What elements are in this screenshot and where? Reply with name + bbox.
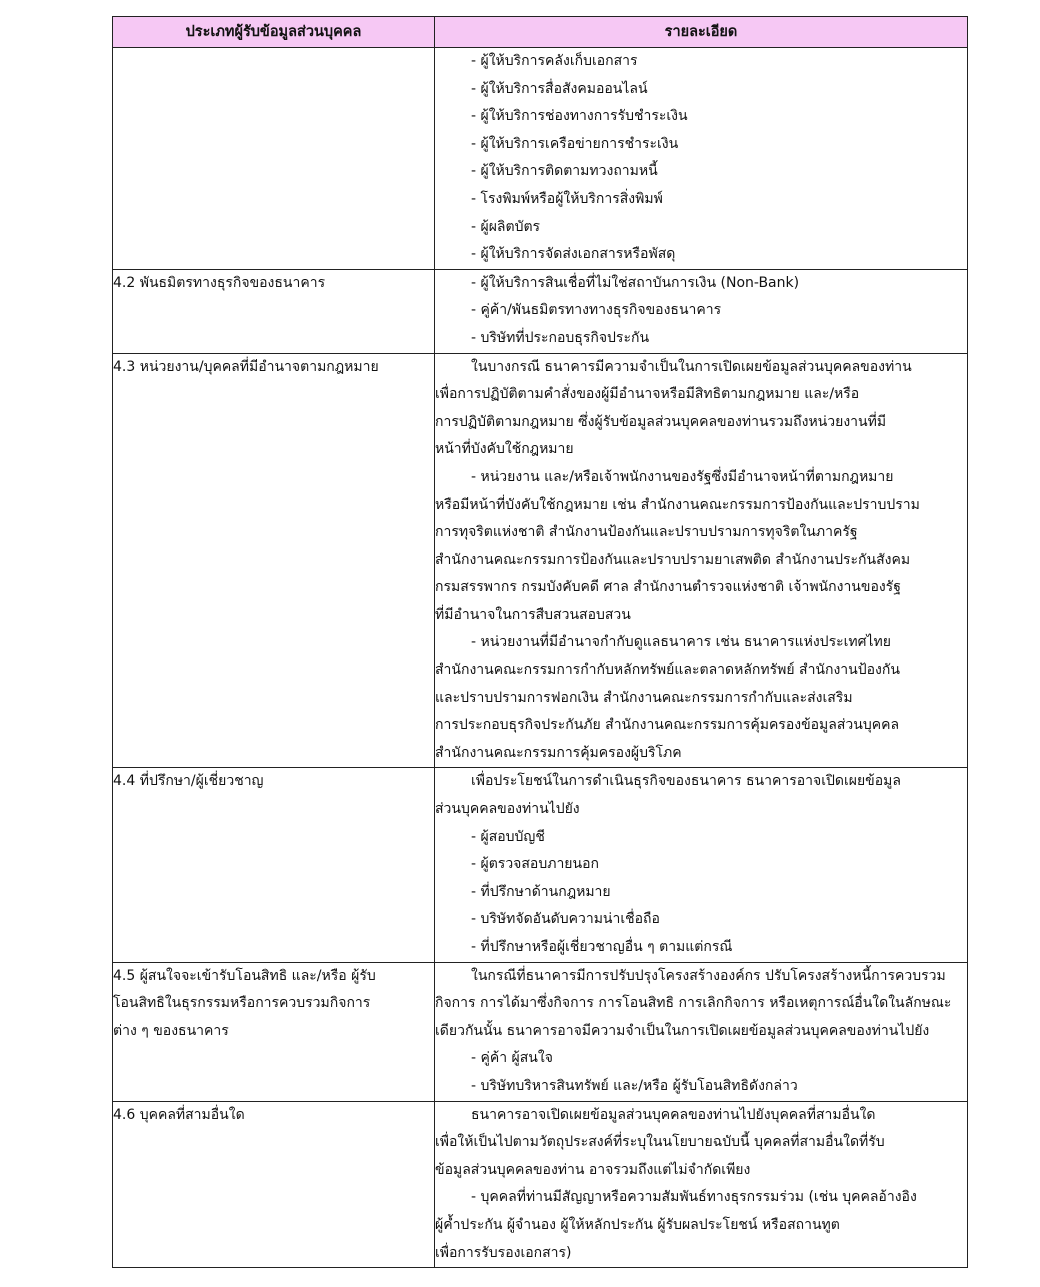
category-label: 4.5 ผู้สนใจจะเข้ารับโอนสิทธิ และ/หรือ ผู้รับ — [113, 967, 376, 984]
recipient-category-cell — [113, 768, 435, 962]
detail-cell — [435, 353, 968, 768]
detail-bullet-item: - บุคคลที่ท่านมีสัญญาหรือความสัมพันธ์ทางธุรกรรมร่วม (เช่น บุคคลอ้างอิง — [471, 1189, 917, 1206]
detail-bullet-item: - โรงพิมพ์หรือผู้ให้บริการสิ่งพิมพ์ — [471, 190, 663, 207]
header-details: รายละเอียด — [435, 17, 968, 48]
detail-bullet-item: - ผู้ให้บริการติดตามทวงถามหนี้ — [471, 163, 658, 180]
detail-bullet-item: - หน่วยงานที่มีอำนาจกำกับดูแลธนาคาร เช่น ธนาคารแห่งประเทศไทย — [471, 634, 891, 651]
detail-text-line: สำนักงานคณะกรรมการกำกับหลักทรัพย์และตลาดหลักทรัพย์ สำนักงานป้องกัน — [435, 662, 900, 679]
detail-paragraph: ในบางกรณี ธนาคารมีความจำเป็นในการเปิดเผยข้อมูลส่วนบุคคลของท่าน — [471, 358, 912, 375]
detail-paragraph: ธนาคารอาจเปิดเผยข้อมูลส่วนบุคคลของท่านไปยังบุคคลที่สามอื่นใด — [471, 1106, 876, 1123]
table-row — [113, 768, 968, 962]
detail-text-line: เพื่อการรับรองเอกสาร) — [435, 1244, 572, 1261]
detail-bullet-item: - ที่ปรึกษาด้านกฎหมาย — [471, 883, 611, 900]
detail-text-line: กรมสรรพากร กรมบังคับคดี ศาล สำนักงานตำรวจแห่งชาติ เจ้าพนักงานของรัฐ — [435, 579, 901, 596]
detail-text-line: การทุจริตแห่งชาติ สำนักงานป้องกันและปราบปรามการทุจริตในภาครัฐ — [435, 524, 858, 541]
detail-bullet-item: - คู่ค้า/พันธมิตรทางทางธุรกิจของธนาคาร — [471, 302, 722, 319]
detail-bullet-item: - บริษัทจัดอันดับความน่าเชื่อถือ — [471, 911, 660, 928]
recipient-table — [112, 16, 968, 1268]
category-label: 4.3 หน่วยงาน/บุคคลที่มีอำนาจตามกฎหมาย — [113, 358, 379, 375]
detail-bullet-item: - บริษัทที่ประกอบธุรกิจประกัน — [471, 329, 650, 346]
table-row — [113, 962, 968, 1101]
detail-cell — [435, 48, 968, 270]
detail-bullet-item: - คู่ค้า ผู้สนใจ — [471, 1050, 553, 1067]
detail-text-line: และปราบปรามการฟอกเงิน สำนักงานคณะกรรมการกำกับและส่งเสริม — [435, 689, 853, 706]
category-label: 4.4 ที่ปรึกษา/ผู้เชี่ยวชาญ — [113, 773, 264, 790]
detail-cell — [435, 962, 968, 1101]
detail-cell — [435, 768, 968, 962]
table-row — [113, 269, 968, 353]
detail-bullet-item: - หน่วยงาน และ/หรือเจ้าพนักงานของรัฐซึ่งมีอำนาจหน้าที่ตามกฎหมาย — [471, 468, 894, 485]
category-label: 4.2 พันธมิตรทางธุรกิจของธนาคาร — [113, 274, 326, 291]
detail-bullet-item: - ผู้ให้บริการจัดส่งเอกสารหรือพัสดุ — [471, 246, 676, 263]
table-row — [113, 1101, 968, 1268]
recipient-category-cell — [113, 962, 435, 1101]
detail-text-line: การปฏิบัติตามกฎหมาย ซึ่งผู้รับข้อมูลส่วนบุคคลของท่านรวมถึงหน่วยงานที่มี — [435, 413, 887, 430]
detail-bullet-item: - ผู้ให้บริการสื่อสังคมออนไลน์ — [471, 80, 648, 97]
detail-bullet-item: - ผู้ให้บริการเครือข่ายการชำระเงิน — [471, 135, 679, 152]
table-header-row — [113, 17, 968, 48]
detail-bullet-item: - ผู้ผลิตบัตร — [471, 218, 541, 235]
detail-cell — [435, 1101, 968, 1268]
category-label: 4.6 บุคคลที่สามอื่นใด — [113, 1106, 245, 1123]
detail-text-line: ที่มีอำนาจในการสืบสวนสอบสวน — [435, 606, 631, 623]
detail-paragraph: ในกรณีที่ธนาคารมีการปรับปรุงโครงสร้างองค์กร ปรับโครงสร้างหนี้การควบรวม — [471, 967, 946, 984]
detail-bullet-item: - ผู้ให้บริการช่องทางการรับชำระเงิน — [471, 108, 688, 125]
detail-bullet-item: - ผู้สอบบัญชี — [471, 828, 545, 845]
recipient-category-cell — [113, 48, 435, 270]
detail-cell — [435, 269, 968, 353]
header-recipient-type: ประเภทผู้รับข้อมูลส่วนบุคคล — [113, 17, 435, 48]
detail-text-line: เดียวกันนั้น ธนาคารอาจมีความจำเป็นในการเปิดเผยข้อมูลส่วนบุคคลของท่านไปยัง — [435, 1022, 930, 1039]
detail-text-line: ผู้ค้ำประกัน ผู้จำนอง ผู้ให้หลักประกัน ผู้รับผลประโยชน์ หรือสถานทูต — [435, 1216, 840, 1233]
table-row — [113, 353, 968, 768]
detail-paragraph: เพื่อประโยชน์ในการดำเนินธุรกิจของธนาคาร ธนาคารอาจเปิดเผยข้อมูล — [471, 773, 901, 790]
table-body — [113, 48, 968, 1268]
category-label: โอนสิทธิในธุรกรรมหรือการควบรวมกิจการ — [113, 995, 371, 1012]
detail-text-line: เพื่อให้เป็นไปตามวัตถุประสงค์ที่ระบุในนโยบายฉบับนี้ บุคคลที่สามอื่นใดที่รับ — [435, 1134, 885, 1151]
category-label: ต่าง ๆ ของธนาคาร — [113, 1022, 229, 1039]
detail-text-line: การประกอบธุรกิจประกันภัย สำนักงานคณะกรรมการคุ้มครองข้อมูลส่วนบุคคล — [435, 717, 900, 734]
detail-text-line: ข้อมูลส่วนบุคคลของท่าน อาจรวมถึงแต่ไม่จำกัดเพียง — [435, 1161, 751, 1178]
detail-text-line: สำนักงานคณะกรรมการคุ้มครองผู้บริโภค — [435, 744, 682, 761]
detail-text-line: กิจการ การได้มาซึ่งกิจการ การโอนสิทธิ การเลิกกิจการ หรือเหตุการณ์อื่นใดในลักษณะ — [435, 995, 952, 1012]
detail-bullet-item: - ผู้ให้บริการสินเชื่อที่ไม่ใช่สถาบันการเงิน (Non-Bank) — [471, 274, 800, 291]
detail-text-line: หรือมีหน้าที่บังคับใช้กฎหมาย เช่น สำนักงานคณะกรรมการป้องกันและปราบปราม — [435, 496, 920, 513]
detail-bullet-item: - ที่ปรึกษาหรือผู้เชี่ยวชาญอื่น ๆ ตามแต่กรณี — [471, 939, 733, 955]
detail-bullet-item: - ผู้ตรวจสอบภายนอก — [471, 856, 599, 873]
detail-text-line: ส่วนบุคคลของท่านไปยัง — [435, 801, 580, 818]
recipient-category-cell — [113, 269, 435, 353]
detail-bullet-item: - ผู้ให้บริการคลังเก็บเอกสาร — [471, 53, 638, 69]
detail-bullet-item: - บริษัทบริหารสินทรัพย์ และ/หรือ ผู้รับโอนสิทธิดังกล่าว — [471, 1077, 798, 1094]
table-row — [113, 48, 968, 270]
detail-text-line: สำนักงานคณะกรรมการป้องกันและปราบปรามยาเสพติด สำนักงานประกันสังคม — [435, 551, 911, 568]
detail-text-line: หน้าที่บังคับใช้กฎหมาย — [435, 441, 574, 458]
recipient-category-cell — [113, 1101, 435, 1268]
detail-text-line: เพื่อการปฏิบัติตามคำสั่งของผู้มีอำนาจหรือมีสิทธิตามกฎหมาย และ/หรือ — [435, 386, 860, 403]
recipient-category-cell — [113, 353, 435, 768]
